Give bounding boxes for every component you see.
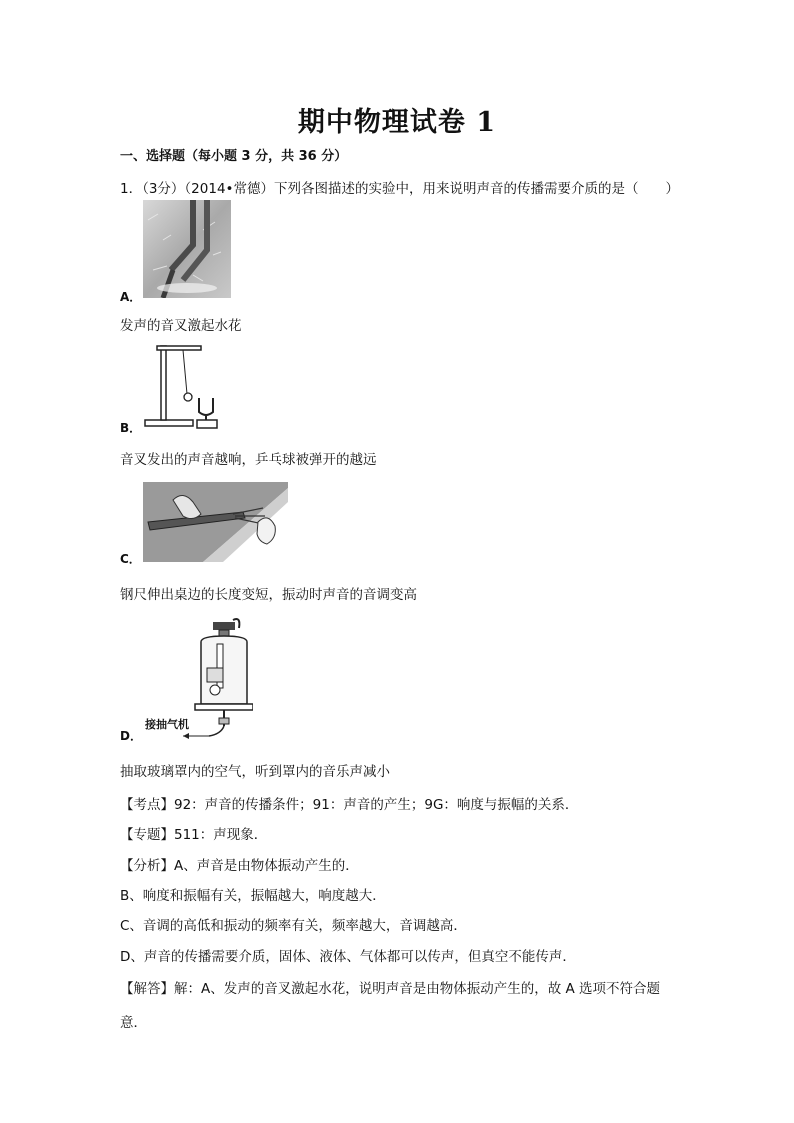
ruler-table-image [143, 482, 288, 562]
fenxi-line: B、响度和振幅有关，振幅越大，响度越大． [120, 888, 386, 904]
option-c-caption: 钢尺伸出桌边的长度变短，振动时声音的音调变高 [120, 587, 417, 603]
section-heading: 一、选择题（每小题 3 分，共 36 分） [120, 149, 348, 164]
page-title: 期中物理试卷 1 [297, 107, 497, 138]
fenxi-line: C、音调的高低和振动的频率有关，频率越大，音调越高． [120, 918, 467, 934]
fenxi-line: 【分析】A、声音是由物体振动产生的． [120, 858, 359, 874]
option-b-letter: B． [120, 421, 142, 435]
zhuanti-line: 【专题】511：声现象． [120, 827, 268, 843]
option-a-letter: A． [120, 290, 142, 304]
tuning-fork-water-image [143, 200, 231, 298]
pendulum-tuning-fork-image [143, 340, 223, 432]
question-text: 1．（3分）（2014•常德）下列各图描述的实验中，用来说明声音的传播需要介质的是（ ） [120, 181, 679, 197]
vacuum-pump-label: 接抽气机 [145, 718, 189, 731]
kaodian-line: 【考点】92：声音的传播条件；91：声音的产生；9G：响度与振幅的关系． [120, 797, 579, 813]
option-d-letter: D． [120, 729, 142, 743]
option-b-caption: 音叉发出的声音越响，乒乓球被弹开的越远 [120, 452, 377, 468]
option-a-caption: 发声的音叉激起水花 [120, 318, 242, 334]
jieda-line: 【解答】解：A、发声的音叉激起水花，说明声音是由物体振动产生的，故 A 选项不符合题 [120, 981, 661, 997]
fenxi-line: D、声音的传播需要介质，固体、液体、气体都可以传声，但真空不能传声． [120, 949, 576, 965]
option-d-caption: 抽取玻璃罩内的空气，听到罩内的音乐声减小 [120, 764, 390, 780]
jieda-line: 意． [120, 1015, 147, 1031]
option-c-letter: C． [120, 552, 141, 566]
